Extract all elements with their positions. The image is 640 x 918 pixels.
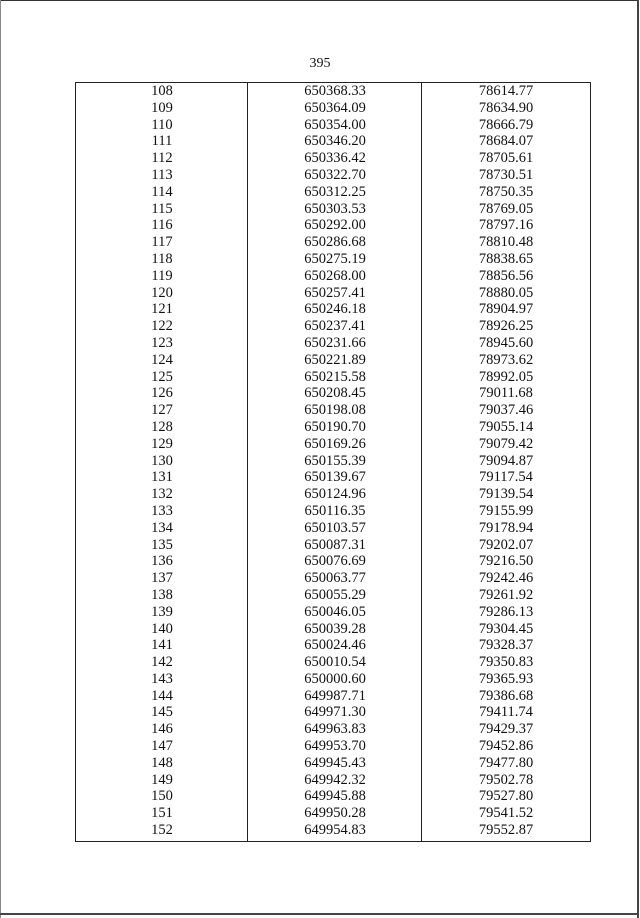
y-coordinate-cell: 79328.37	[478, 637, 534, 654]
x-coordinate-cell: 650010.54	[304, 654, 366, 671]
y-coordinate-cell: 79411.74	[479, 704, 533, 721]
point-number-cell: 133	[151, 502, 173, 519]
y-coordinate-cell: 79216.50	[478, 553, 534, 570]
y-coordinate-cell: 79261.92	[478, 586, 534, 603]
y-coordinate-cell: 79139.54	[478, 486, 534, 503]
scan-edge-bottom	[0, 913, 638, 915]
x-coordinate-cell: 650024.46	[304, 637, 366, 654]
point-number-cell: 123	[151, 334, 173, 351]
x-coordinate-cell: 649953.70	[304, 738, 366, 755]
x-coordinate-cell: 650312.25	[304, 183, 366, 200]
x-coordinate-cell: 650246.18	[304, 301, 366, 318]
table-row	[76, 100, 590, 117]
table-row	[76, 704, 590, 721]
x-coordinate-cell: 649950.28	[304, 805, 366, 822]
y-coordinate-cell: 78838.65	[478, 250, 534, 267]
y-coordinate-cell: 78797.16	[478, 217, 534, 234]
table-row	[76, 402, 590, 419]
table-row	[76, 469, 590, 486]
table-row	[76, 553, 590, 570]
y-coordinate-cell: 78730.51	[478, 166, 534, 183]
y-coordinate-cell: 79079.42	[478, 435, 534, 452]
x-coordinate-cell: 650346.20	[304, 133, 366, 150]
y-coordinate-cell: 79155.99	[478, 502, 534, 519]
table-row	[76, 201, 590, 218]
point-number-cell: 119	[151, 267, 173, 284]
point-number-cell: 147	[151, 738, 173, 755]
point-number-cell: 130	[151, 452, 173, 469]
table-row	[76, 184, 590, 201]
y-coordinate-cell: 79365.93	[478, 670, 534, 687]
table-row	[76, 385, 590, 402]
y-coordinate-cell: 79055.14	[478, 418, 534, 435]
x-coordinate-cell: 650354.00	[304, 116, 366, 133]
y-coordinate-cell: 78750.35	[478, 183, 534, 200]
table-row	[76, 738, 590, 755]
point-number-cell: 128	[151, 418, 173, 435]
y-coordinate-cell: 78634.90	[478, 99, 534, 116]
point-number-cell: 150	[151, 788, 173, 805]
table-row	[76, 486, 590, 503]
table-row	[76, 788, 590, 805]
table-row	[76, 772, 590, 789]
x-coordinate-cell: 650087.31	[304, 536, 366, 553]
x-coordinate-cell: 650190.70	[304, 418, 366, 435]
x-coordinate-cell: 650221.89	[304, 351, 366, 368]
x-coordinate-cell: 649942.32	[304, 771, 366, 788]
point-number-cell: 109	[151, 99, 173, 116]
table-row	[76, 335, 590, 352]
table-body	[76, 83, 590, 839]
y-coordinate-cell: 79011.68	[479, 385, 533, 402]
x-coordinate-cell: 650063.77	[304, 570, 366, 587]
x-coordinate-cell: 650286.68	[304, 234, 366, 251]
x-coordinate-cell: 650275.19	[304, 250, 366, 267]
x-coordinate-cell: 650155.39	[304, 452, 366, 469]
point-number-cell: 114	[151, 183, 173, 200]
table-row	[76, 133, 590, 150]
x-coordinate-cell: 649945.43	[304, 754, 366, 771]
point-number-cell: 138	[151, 586, 173, 603]
y-coordinate-cell: 78705.61	[478, 150, 534, 167]
point-number-cell: 141	[151, 637, 173, 654]
table-row	[76, 520, 590, 537]
x-coordinate-cell: 650303.53	[304, 200, 366, 217]
x-coordinate-cell: 650208.45	[304, 385, 366, 402]
table-row	[76, 453, 590, 470]
table-row	[76, 604, 590, 621]
point-number-cell: 124	[151, 351, 173, 368]
y-coordinate-cell: 78684.07	[478, 133, 534, 150]
y-coordinate-cell: 78973.62	[478, 351, 534, 368]
y-coordinate-cell: 78992.05	[478, 368, 534, 385]
y-coordinate-cell: 78904.97	[478, 301, 534, 318]
y-coordinate-cell: 79477.80	[478, 754, 534, 771]
y-coordinate-cell: 78810.48	[478, 234, 534, 251]
point-number-cell: 148	[151, 754, 173, 771]
table-row	[76, 251, 590, 268]
table-row	[76, 503, 590, 520]
point-number-cell: 113	[151, 166, 173, 183]
table-row	[76, 268, 590, 285]
x-coordinate-cell: 649954.83	[304, 822, 366, 839]
table-row	[76, 671, 590, 688]
y-coordinate-cell: 79242.46	[478, 570, 534, 587]
x-coordinate-cell: 650322.70	[304, 166, 366, 183]
point-number-cell: 152	[151, 822, 173, 839]
y-coordinate-cell: 79452.86	[478, 738, 534, 755]
table-row	[76, 285, 590, 302]
point-number-cell: 131	[151, 469, 173, 486]
point-number-cell: 121	[151, 301, 173, 318]
y-coordinate-cell: 79037.46	[478, 402, 534, 419]
x-coordinate-cell: 649963.83	[304, 721, 366, 738]
y-coordinate-cell: 79502.78	[478, 771, 534, 788]
x-coordinate-cell: 650169.26	[304, 435, 366, 452]
point-number-cell: 136	[151, 553, 173, 570]
y-coordinate-cell: 78666.79	[478, 116, 534, 133]
x-coordinate-cell: 650231.66	[304, 334, 366, 351]
x-coordinate-cell: 650215.58	[304, 368, 366, 385]
table-row	[76, 318, 590, 335]
y-coordinate-cell: 79286.13	[478, 603, 534, 620]
y-coordinate-cell: 78856.56	[478, 267, 534, 284]
x-coordinate-cell: 650076.69	[304, 553, 366, 570]
x-coordinate-cell: 650000.60	[304, 670, 366, 687]
table-row	[76, 167, 590, 184]
y-coordinate-cell: 79202.07	[478, 536, 534, 553]
point-number-cell: 116	[151, 217, 173, 234]
x-coordinate-cell: 650257.41	[304, 284, 366, 301]
y-coordinate-cell: 79304.45	[478, 620, 534, 637]
scan-edge-left	[0, 0, 1, 918]
table-row	[76, 234, 590, 251]
x-coordinate-cell: 650292.00	[304, 217, 366, 234]
table-row	[76, 587, 590, 604]
point-number-cell: 120	[151, 284, 173, 301]
point-number-cell: 149	[151, 771, 173, 788]
x-coordinate-cell: 650198.08	[304, 402, 366, 419]
point-number-cell: 137	[151, 570, 173, 587]
x-coordinate-cell: 650237.41	[304, 318, 366, 335]
x-coordinate-cell: 649971.30	[304, 704, 366, 721]
y-coordinate-cell: 79541.52	[478, 805, 534, 822]
y-coordinate-cell: 78945.60	[478, 334, 534, 351]
point-number-cell: 135	[151, 536, 173, 553]
table-row	[76, 117, 590, 134]
y-coordinate-cell: 79429.37	[478, 721, 534, 738]
table-row	[76, 755, 590, 772]
x-coordinate-cell: 650139.67	[304, 469, 366, 486]
table-row	[76, 352, 590, 369]
x-coordinate-cell: 650336.42	[304, 150, 366, 167]
table-row	[76, 436, 590, 453]
coordinate-table	[75, 82, 591, 842]
point-number-cell: 118	[151, 250, 173, 267]
table-row	[76, 688, 590, 705]
table-row	[76, 301, 590, 318]
x-coordinate-cell: 650046.05	[304, 603, 366, 620]
x-coordinate-cell: 649945.88	[304, 788, 366, 805]
point-number-cell: 140	[151, 620, 173, 637]
table-row	[76, 805, 590, 822]
x-coordinate-cell: 650039.28	[304, 620, 366, 637]
point-number-cell: 142	[151, 654, 173, 671]
point-number-cell: 115	[151, 200, 173, 217]
point-number-cell: 127	[151, 402, 173, 419]
x-coordinate-cell: 650103.57	[304, 519, 366, 536]
point-number-cell: 129	[151, 435, 173, 452]
point-number-cell: 108	[151, 83, 173, 99]
scan-edge-top	[0, 0, 638, 1]
y-coordinate-cell: 78614.77	[478, 83, 534, 99]
table-row	[76, 150, 590, 167]
point-number-cell: 151	[151, 805, 173, 822]
table-row	[76, 83, 590, 100]
table-row	[76, 721, 590, 738]
point-number-cell: 110	[151, 116, 173, 133]
x-coordinate-cell: 649987.71	[304, 687, 366, 704]
x-coordinate-cell: 650055.29	[304, 586, 366, 603]
table-row	[76, 537, 590, 554]
table-row	[76, 217, 590, 234]
table-row	[76, 570, 590, 587]
point-number-cell: 122	[151, 318, 173, 335]
table-row	[76, 621, 590, 638]
point-number-cell: 145	[151, 704, 173, 721]
y-coordinate-cell: 78880.05	[478, 284, 534, 301]
point-number-cell: 117	[151, 234, 173, 251]
point-number-cell: 112	[151, 150, 173, 167]
x-coordinate-cell: 650368.33	[304, 83, 366, 99]
y-coordinate-cell: 79094.87	[478, 452, 534, 469]
y-coordinate-cell: 79117.54	[479, 469, 533, 486]
x-coordinate-cell: 650116.35	[304, 502, 366, 519]
point-number-cell: 144	[151, 687, 173, 704]
point-number-cell: 134	[151, 519, 173, 536]
point-number-cell: 111	[151, 133, 173, 150]
y-coordinate-cell: 79552.87	[478, 822, 534, 839]
table-row	[76, 369, 590, 386]
x-coordinate-cell: 650268.00	[304, 267, 366, 284]
table-row	[76, 654, 590, 671]
point-number-cell: 132	[151, 486, 173, 503]
point-number-cell: 125	[151, 368, 173, 385]
point-number-cell: 126	[151, 385, 173, 402]
y-coordinate-cell: 78769.05	[478, 200, 534, 217]
point-number-cell: 139	[151, 603, 173, 620]
x-coordinate-cell: 650364.09	[304, 99, 366, 116]
table-row	[76, 637, 590, 654]
page-number: 395	[309, 56, 331, 71]
point-number-cell: 146	[151, 721, 173, 738]
table-row	[76, 419, 590, 436]
y-coordinate-cell: 79350.83	[478, 654, 534, 671]
y-coordinate-cell: 79386.68	[478, 687, 534, 704]
x-coordinate-cell: 650124.96	[304, 486, 366, 503]
y-coordinate-cell: 79527.80	[478, 788, 534, 805]
scan-edge-right	[637, 0, 639, 918]
table-row	[76, 822, 590, 839]
point-number-cell: 143	[151, 670, 173, 687]
y-coordinate-cell: 78926.25	[478, 318, 534, 335]
y-coordinate-cell: 79178.94	[478, 519, 534, 536]
